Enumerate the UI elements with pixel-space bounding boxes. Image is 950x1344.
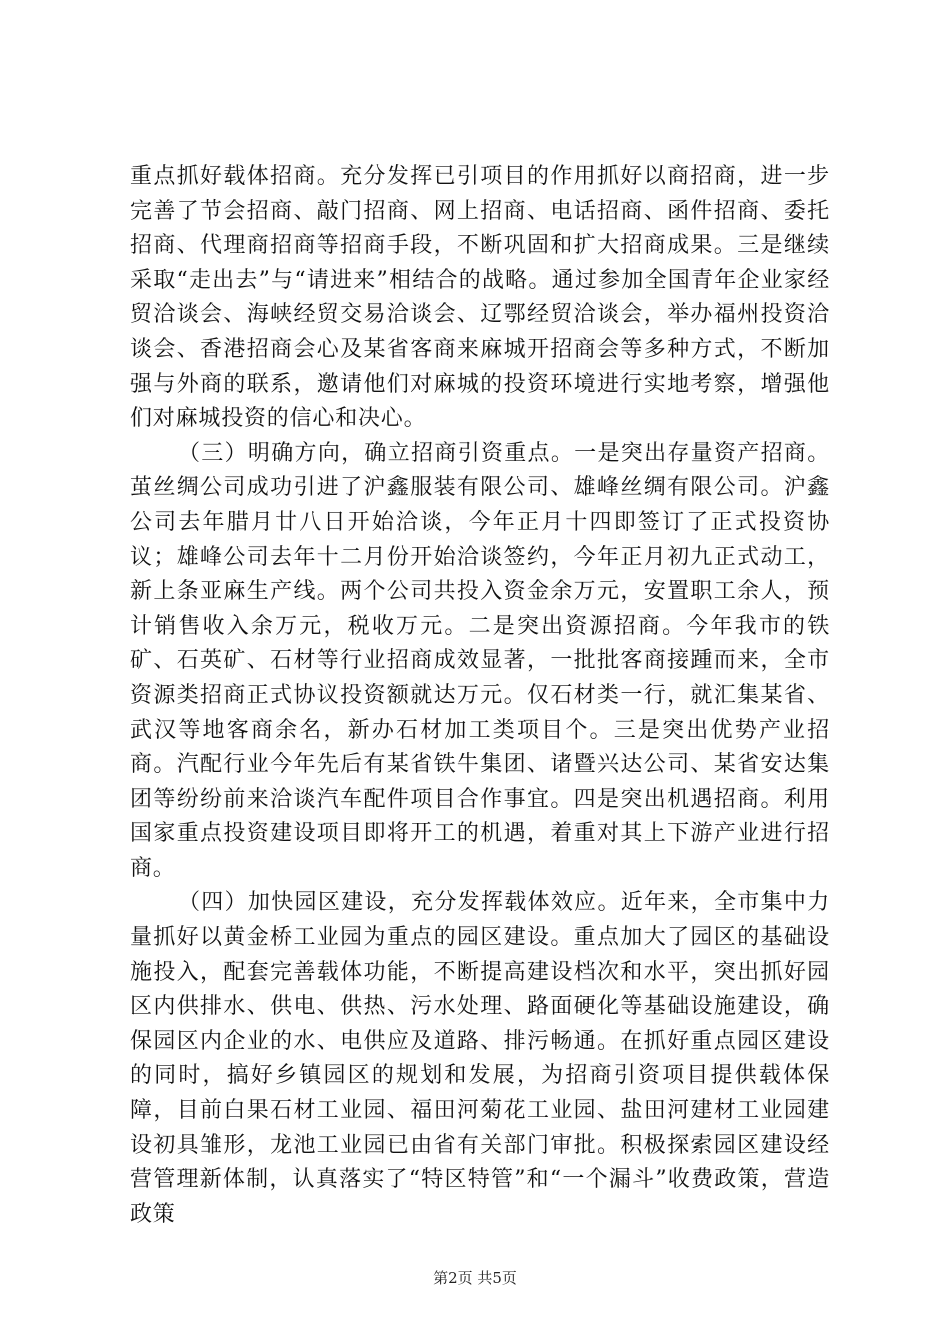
paragraph-1: 重点抓好载体招商。充分发挥已引项目的作用抓好以商招商，进一步完善了节会招商、敲门招商、网上招商、电话招商、函件招商、委托招商、代理商招商等招商手段，不断巩固和扩大招商成果。三是继续采取“走出去”与“请进来”相结合的战略。通过参加全国青年企业家经贸洽谈会、海峡经贸交易洽谈会、辽鄂经贸洽谈会，举办福州投资洽谈会、香港招商会心及某省客商来麻城开招商会等多种方式，不断加强与外商的联系，邀请他们对麻城的投资环境进行实地考察，增强他们对麻城投资的信心和决心。 xyxy=(130,164,830,432)
document-body xyxy=(130,160,830,1232)
page-number-footer: 第2页 共5页 xyxy=(433,1269,517,1287)
paragraph-3: （四）加快园区建设，充分发挥载体效应。近年来，全市集中力量抓好以黄金桥工业园为重点的园区建设。重点加大了园区的基础设施投入，配套完善载体功能，不断提高建设档次和水平，突出抓好园区内供排水、供电、供热、污水处理、路面硬化等基础设施建设，确保园区内企业的水、电供应及道路、排污畅通。在抓好重点园区建设的同时，搞好乡镇园区的规划和发展，为招商引资项目提供载体保障，目前白果石材工业园、福田河菊花工业园、盐田河建材工业园建设初具雏形，龙池工业园已由省有关部门审批。积极探索园区建设经营管理新体制，认真落实了“特区特管”和“一个漏斗”收费政策，营造政策 xyxy=(130,890,830,1227)
paragraph-2: （三）明确方向，确立招商引资重点。一是突出存量资产招商。茧丝绸公司成功引进了沪鑫服装有限公司、雄峰丝绸有限公司。沪鑫公司去年腊月廿八日开始洽谈，今年正月十四即签订了正式投资协议；雄峰公司去年十二月份开始洽谈签约，今年正月初九正式动工，新上条亚麻生产线。两个公司共投入资金余万元，安置职工余人，预计销售收入余万元，税收万元。二是突出资源招商。今年我市的铁矿、石英矿、石材等行业招商成效显著，一批批客商接踵而来，全市资源类招商正式协议投资额就达万元。仅石材类一行，就汇集某省、武汉等地客商余名，新办石材加工类项目个。三是突出优势产业招商。汽配行业今年先后有某省铁牛集团、诸暨兴达公司、某省安达集团等纷纷前来洽谈汽车配件项目合作事宜。四是突出机遇招商。利用国家重点投资建设项目即将开工的机遇，着重对其上下游产业进行招商。 xyxy=(130,440,830,881)
